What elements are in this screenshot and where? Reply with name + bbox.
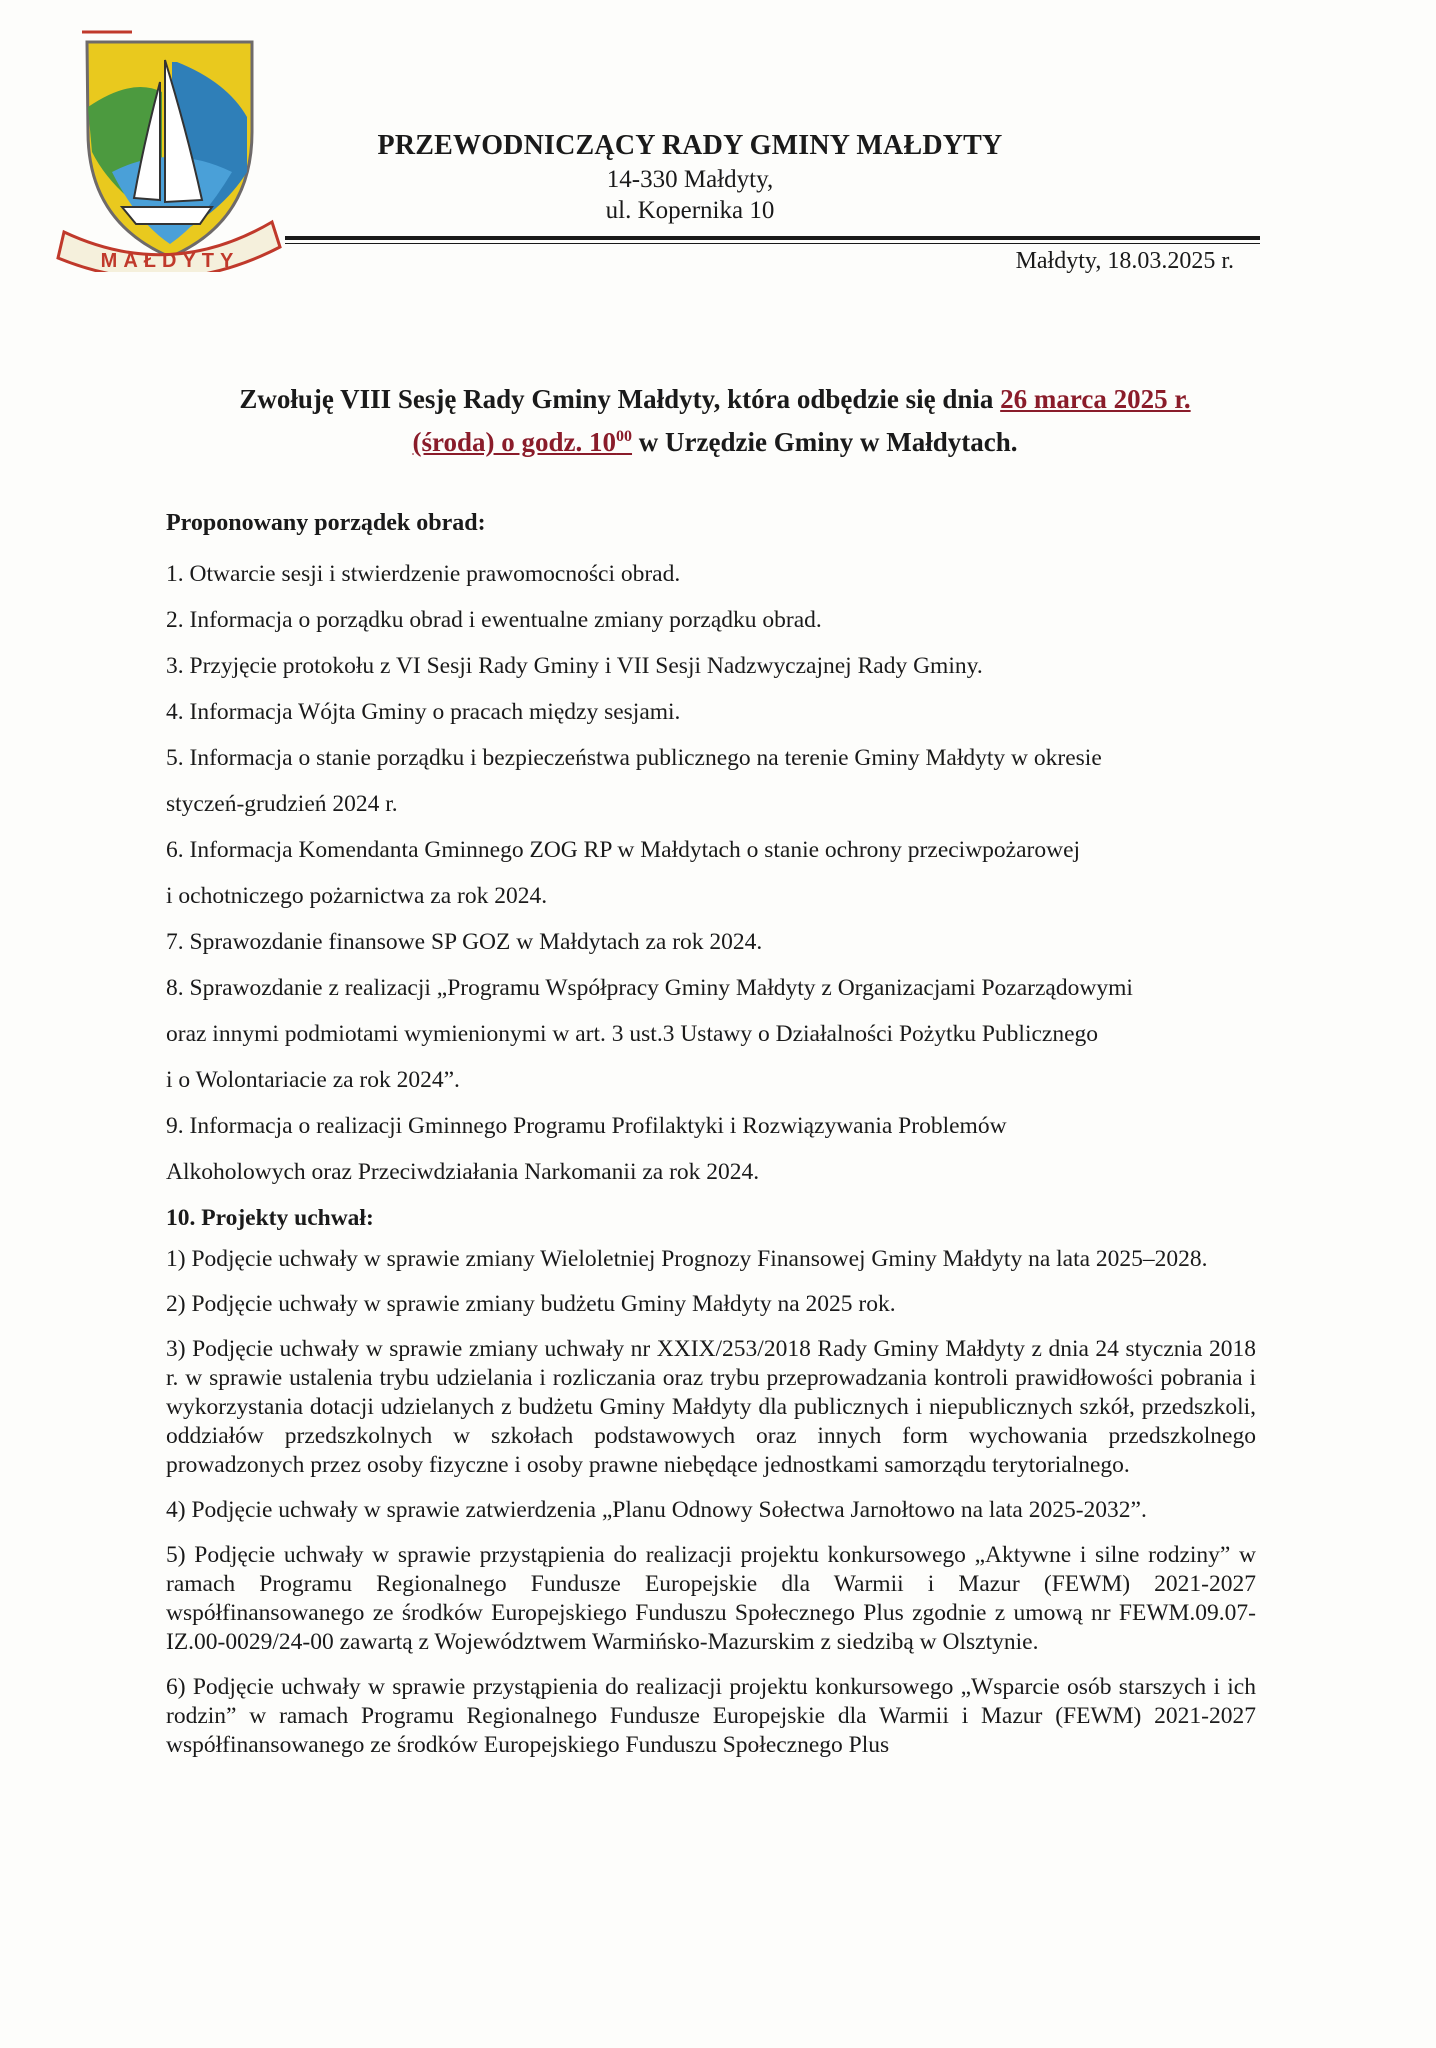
agenda-item: 7. Sprawozdanie finansowe SP GOZ w Małdytach za rok 2024. bbox=[166, 929, 763, 955]
session-date: 26 marca 2025 r. bbox=[1000, 384, 1191, 414]
resolutions-heading: 10. Projekty uchwał: bbox=[166, 1205, 374, 1231]
session-time-minutes: 00 bbox=[616, 428, 633, 445]
postal-code-city: 14-330 Małdyty, bbox=[606, 166, 774, 193]
letterhead bbox=[280, 128, 1100, 226]
resolution-item: 3) Podjęcie uchwały w sprawie zmiany uchwały nr XXIX/253/2018 Rady Gminy Małdyty z dnia 24 stycznia 2018 r. w sprawie ustalenia trybu udzielania i rozliczania oraz trybu przeprowadzania kontroli prawidłowości pobrania i wykorzystania dotacji udzielanych z budżetu Gminy Małdyty dla publicznych i niepublicznych szkół, przedszkoli, oddziałów przedszkolnych w szkołach podstawowych oraz innych form wychowania przedszkolnego prowadzonych przez osoby fizyczne i osoby prawne niebędące jednostkami samorządu terytorialnego. bbox=[166, 1336, 1256, 1478]
agenda-item: 5. Informacja o stanie porządku i bezpieczeństwa publicznego na terenie Gminy Małdyty w okresie bbox=[166, 745, 1102, 771]
agenda bbox=[166, 510, 1256, 1766]
agenda-item-continuation: oraz innymi podmiotami wymienionymi w art. 3 ust.3 Ustawy o Działalności Pożytku Publicznego bbox=[166, 1021, 1099, 1047]
agenda-item-continuation: Alkoholowych oraz Przeciwdziałania Narkomanii za rok 2024. bbox=[166, 1159, 760, 1185]
letterhead-rule bbox=[285, 236, 1260, 240]
agenda-item: 2. Informacja o porządku obrad i ewentualne zmiany porządku obrad. bbox=[166, 607, 822, 633]
municipality-crest-logo bbox=[52, 22, 282, 272]
agenda-item: 3. Przyjęcie protokołu z VI Sesji Rady Gminy i VII Sesji Nadzwyczajnej Rady Gminy. bbox=[166, 653, 983, 679]
resolution-item: 5) Podjęcie uchwały w sprawie przystąpienia do realizacji projektu konkursowego „Aktywne i silne rodziny” w ramach Programu Regionalnego Fundusze Europejskie dla Warmii i Mazur (FEWM) 2021-2027 współfinansowanego ze środków Europejskiego Funduszu Społecznego Plus zgodnie z umową nr FEWM.09.07-IZ.00-0029/24-00 zawartą z Województwem Warmińsko-Mazurskim z siedzibą w Olsztynie. bbox=[166, 1542, 1256, 1655]
office-name: PRZEWODNICZĄCY RADY GMINY MAŁDYTY bbox=[377, 130, 1003, 161]
resolution-item: 2) Podjęcie uchwały w sprawie zmiany budżetu Gminy Małdyty na 2025 rok. bbox=[166, 1291, 896, 1317]
announcement-text-start: Zwołuję VIII Sesję Rady Gminy Małdyty, która odbędzie się dnia bbox=[239, 384, 1001, 414]
agenda-item: 8. Sprawozdanie z realizacji „Programu Współpracy Gminy Małdyty z Organizacjami Pozarządowymi bbox=[166, 975, 1133, 1001]
session-time bbox=[413, 427, 633, 457]
announcement-text-end: w Urzędzie Gminy w Małdytach. bbox=[632, 427, 1018, 457]
crest-lettering: MAŁDYTY bbox=[100, 250, 240, 272]
agenda-item: 1. Otwarcie sesji i stwierdzenie prawomocności obrad. bbox=[166, 561, 681, 587]
letterhead-rule-thin bbox=[285, 243, 1260, 244]
street-address: ul. Kopernika 10 bbox=[605, 197, 775, 224]
agenda-item: 9. Informacja o realizacji Gminnego Programu Profilaktyki i Rozwiązywania Problemów bbox=[166, 1113, 1007, 1139]
resolution-item: 4) Podjęcie uchwały w sprawie zatwierdzenia „Planu Odnowy Sołectwa Jarnołtowo na lata 2025-2032”. bbox=[166, 1497, 1147, 1523]
agenda-item: 4. Informacja Wójta Gminy o pracach między sesjami. bbox=[166, 699, 681, 725]
resolution-item: 6) Podjęcie uchwały w sprawie przystąpienia do realizacji projektu konkursowego „Wsparcie osób starszych i ich rodzin” w ramach Programu Regionalnego Fundusze Europejskie dla Warmii i Mazur (FEWM) 2021-2027 współfinansowanego ze środków Europejskiego Funduszu Społecznego Plus bbox=[166, 1674, 1256, 1758]
place-date: Małdyty, 18.03.2025 r. bbox=[1015, 248, 1234, 274]
session-time-text: (środa) o godz. 10 bbox=[412, 427, 617, 457]
session-announcement bbox=[170, 380, 1260, 461]
agenda-item-continuation: styczeń-grudzień 2024 r. bbox=[166, 791, 398, 817]
agenda-item-continuation: i ochotniczego pożarnictwa za rok 2024. bbox=[166, 883, 548, 909]
agenda-item-continuation: i o Wolontariacie za rok 2024”. bbox=[166, 1067, 460, 1093]
resolution-item: 1) Podjęcie uchwały w sprawie zmiany Wieloletniej Prognozy Finansowej Gminy Małdyty na lata 2025–2028. bbox=[166, 1246, 1208, 1272]
agenda-title: Proponowany porządek obrad: bbox=[166, 510, 486, 536]
agenda-item: 6. Informacja Komendanta Gminnego ZOG RP w Małdytach o stanie ochrony przeciwpożarowej bbox=[166, 837, 1081, 863]
